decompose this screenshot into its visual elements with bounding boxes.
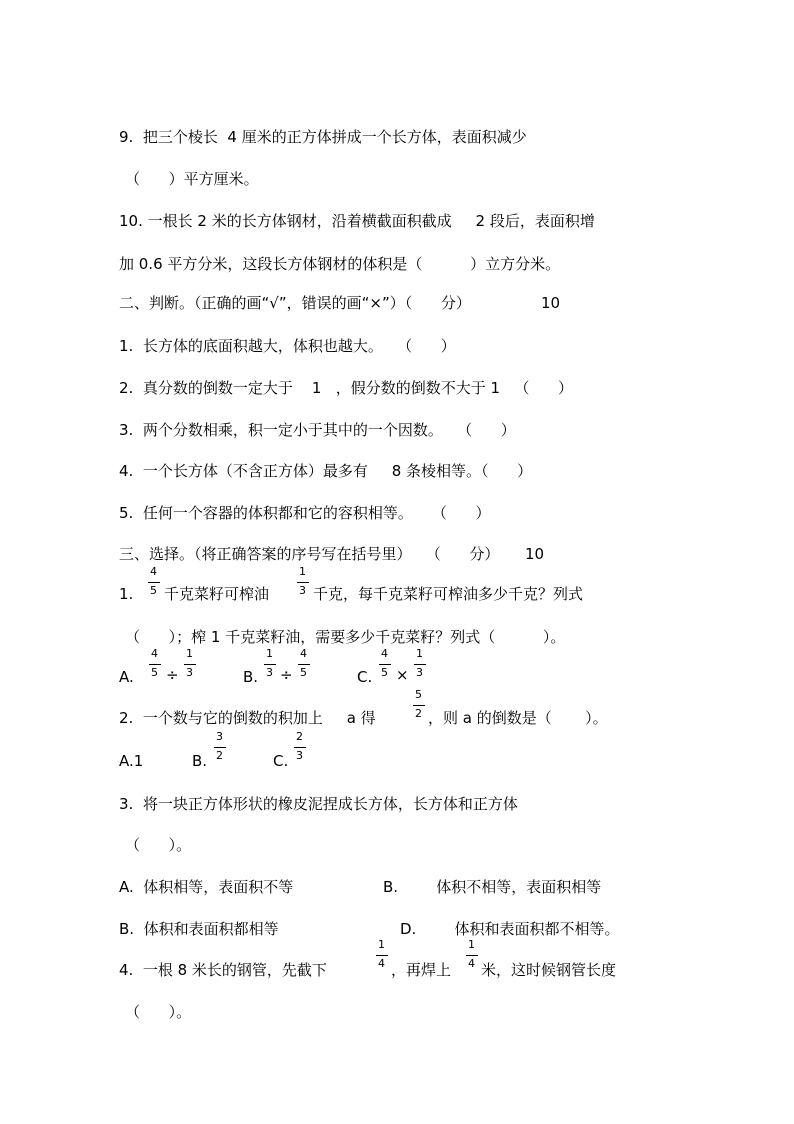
s3q1-b2-bar xyxy=(298,664,310,665)
section2-item-4: 4. 一个长方体（不含正方体）最多有 8 条棱相等。（ ） xyxy=(119,462,533,480)
s3q1-a2-num: 1 xyxy=(186,647,193,660)
section3-score: 10 xyxy=(525,545,545,563)
s3q2-b-bar xyxy=(214,747,226,748)
s3q1-line2: （ ）；榨 1 千克菜籽油，需要多少千克菜籽？列式（ ）。 xyxy=(125,628,566,646)
s3q2-frac-bar xyxy=(413,705,425,706)
s3q2-b-den: 2 xyxy=(216,749,223,762)
q9-line2: （ ）平方厘米。 xyxy=(125,170,259,188)
s3q1-a1-bar xyxy=(149,664,161,665)
s3q1-frac2-bar xyxy=(297,582,309,583)
s3q3-option-b2: B. 体积和表面积都相等 xyxy=(119,920,279,938)
section2-item-3: 3. 两个分数相乘，积一定小于其中的一个因数。 （ ） xyxy=(119,421,516,439)
s3q1-c-op: × xyxy=(396,666,409,684)
s3q1-b1-den: 3 xyxy=(266,666,273,679)
s3q1-b-op: ÷ xyxy=(280,666,293,684)
s3q3-option-b: B. 体积不相等，表面积相等 xyxy=(383,878,602,896)
s3q1-c2-bar xyxy=(414,664,426,665)
s3q1-c1-den: 5 xyxy=(381,666,388,679)
s3q1-b2-num: 4 xyxy=(300,647,307,660)
s3q1-a2-bar xyxy=(184,664,196,665)
s3q3-option-d: D. 体积和表面积都不相等。 xyxy=(400,920,620,938)
s3q4-frac1-den: 4 xyxy=(378,957,385,970)
s3q1-b2-den: 5 xyxy=(300,666,307,679)
s3q1-a1-den: 5 xyxy=(151,666,158,679)
s3q1-frac1-den: 5 xyxy=(150,584,157,597)
s3q1-option-c-label: C. xyxy=(357,668,373,686)
s3q1-c2-num: 1 xyxy=(416,647,423,660)
s3q3-line2: （ ）。 xyxy=(125,836,192,854)
s3q2-frac-den: 2 xyxy=(415,707,422,720)
s3q2-text1: 2. 一个数与它的倒数的积加上 a 得 xyxy=(119,709,376,727)
s3q2-frac-num: 5 xyxy=(415,688,422,701)
s3q4-frac2-bar xyxy=(466,955,478,956)
s3q2-c-den: 3 xyxy=(296,749,303,762)
s3q4-line2: （ ）。 xyxy=(125,1003,192,1021)
s3q1-frac1-num: 4 xyxy=(150,565,157,578)
s3q2-b-num: 3 xyxy=(216,730,223,743)
s3q4-text3: 米，这时候钢管长度 xyxy=(481,961,617,979)
s3q1-b1-num: 1 xyxy=(266,647,273,660)
q10-line1: 10. 一根长 2 米的长方体钢材，沿着横截面积截成 2 段后，表面积增 xyxy=(119,212,595,230)
s3q2-c-bar xyxy=(294,747,306,748)
s3q1-c1-num: 4 xyxy=(381,647,388,660)
s3q4-frac1-bar xyxy=(376,955,388,956)
s3q2-option-c-label: C. xyxy=(273,752,289,770)
section2-item-2: 2. 真分数的倒数一定大于 1 ，假分数的倒数不大于 1 （ ） xyxy=(119,379,573,397)
s3q1-text1: 千克菜籽可榨油 xyxy=(164,585,270,603)
s3q1-c1-bar xyxy=(379,664,391,665)
s3q4-frac1-num: 1 xyxy=(378,938,385,951)
s3q1-c2-den: 3 xyxy=(416,666,423,679)
s3q4-frac2-den: 4 xyxy=(468,957,475,970)
section2-item-1: 1. 长方体的底面积越大，体积也越大。 （ ） xyxy=(119,337,456,355)
s3q1-a1-num: 4 xyxy=(151,647,158,660)
s3q1-option-a-label: A. xyxy=(119,668,134,686)
section2-title: 二、判断。（正确的画“√”，错误的画“×”）（ 分） xyxy=(119,294,471,312)
section2-score: 10 xyxy=(541,294,561,312)
s3q1-frac2-den: 3 xyxy=(299,584,306,597)
s3q1-frac1-bar xyxy=(148,582,160,583)
s3q1-frac2-num: 1 xyxy=(299,565,306,578)
s3q4-frac2-num: 1 xyxy=(468,938,475,951)
s3q4-text1: 4. 一根 8 米长的钢管，先截下 xyxy=(119,961,327,979)
section2-item-5: 5. 任何一个容器的体积都和它的容积相等。 （ ） xyxy=(119,504,491,522)
s3q3-line1: 3. 将一块正方体形状的橡皮泥捏成长方体，长方体和正方体 xyxy=(119,795,518,813)
q10-line2: 加 0.6 平方分米，这段长方体钢材的体积是（ ）立方分米。 xyxy=(119,255,561,273)
section3-title: 三、选择。（将正确答案的序号写在括号里） （ 分） xyxy=(119,545,500,563)
s3q1-a2-den: 3 xyxy=(186,666,193,679)
s3q1-option-b-label: B. xyxy=(243,668,259,686)
s3q4-text2: ，再焊上 xyxy=(391,961,452,979)
s3q1-label: 1. xyxy=(119,585,134,603)
s3q2-option-a: A.1 xyxy=(119,752,144,770)
q9-line1: 9. 把三个棱长 4 厘米的正方体拼成一个长方体，表面积减少 xyxy=(119,128,527,146)
s3q1-b1-bar xyxy=(264,664,276,665)
s3q1-a-op: ÷ xyxy=(166,666,179,684)
s3q3-option-a: A. 体积相等，表面积不等 xyxy=(119,878,294,896)
s3q2-c-num: 2 xyxy=(296,730,303,743)
s3q2-text2: ，则 a 的倒数是（ ）。 xyxy=(428,709,608,727)
s3q2-option-b-label: B. xyxy=(192,752,208,770)
s3q1-text2: 千克，每千克菜籽可榨油多少千克？列式 xyxy=(313,585,584,603)
